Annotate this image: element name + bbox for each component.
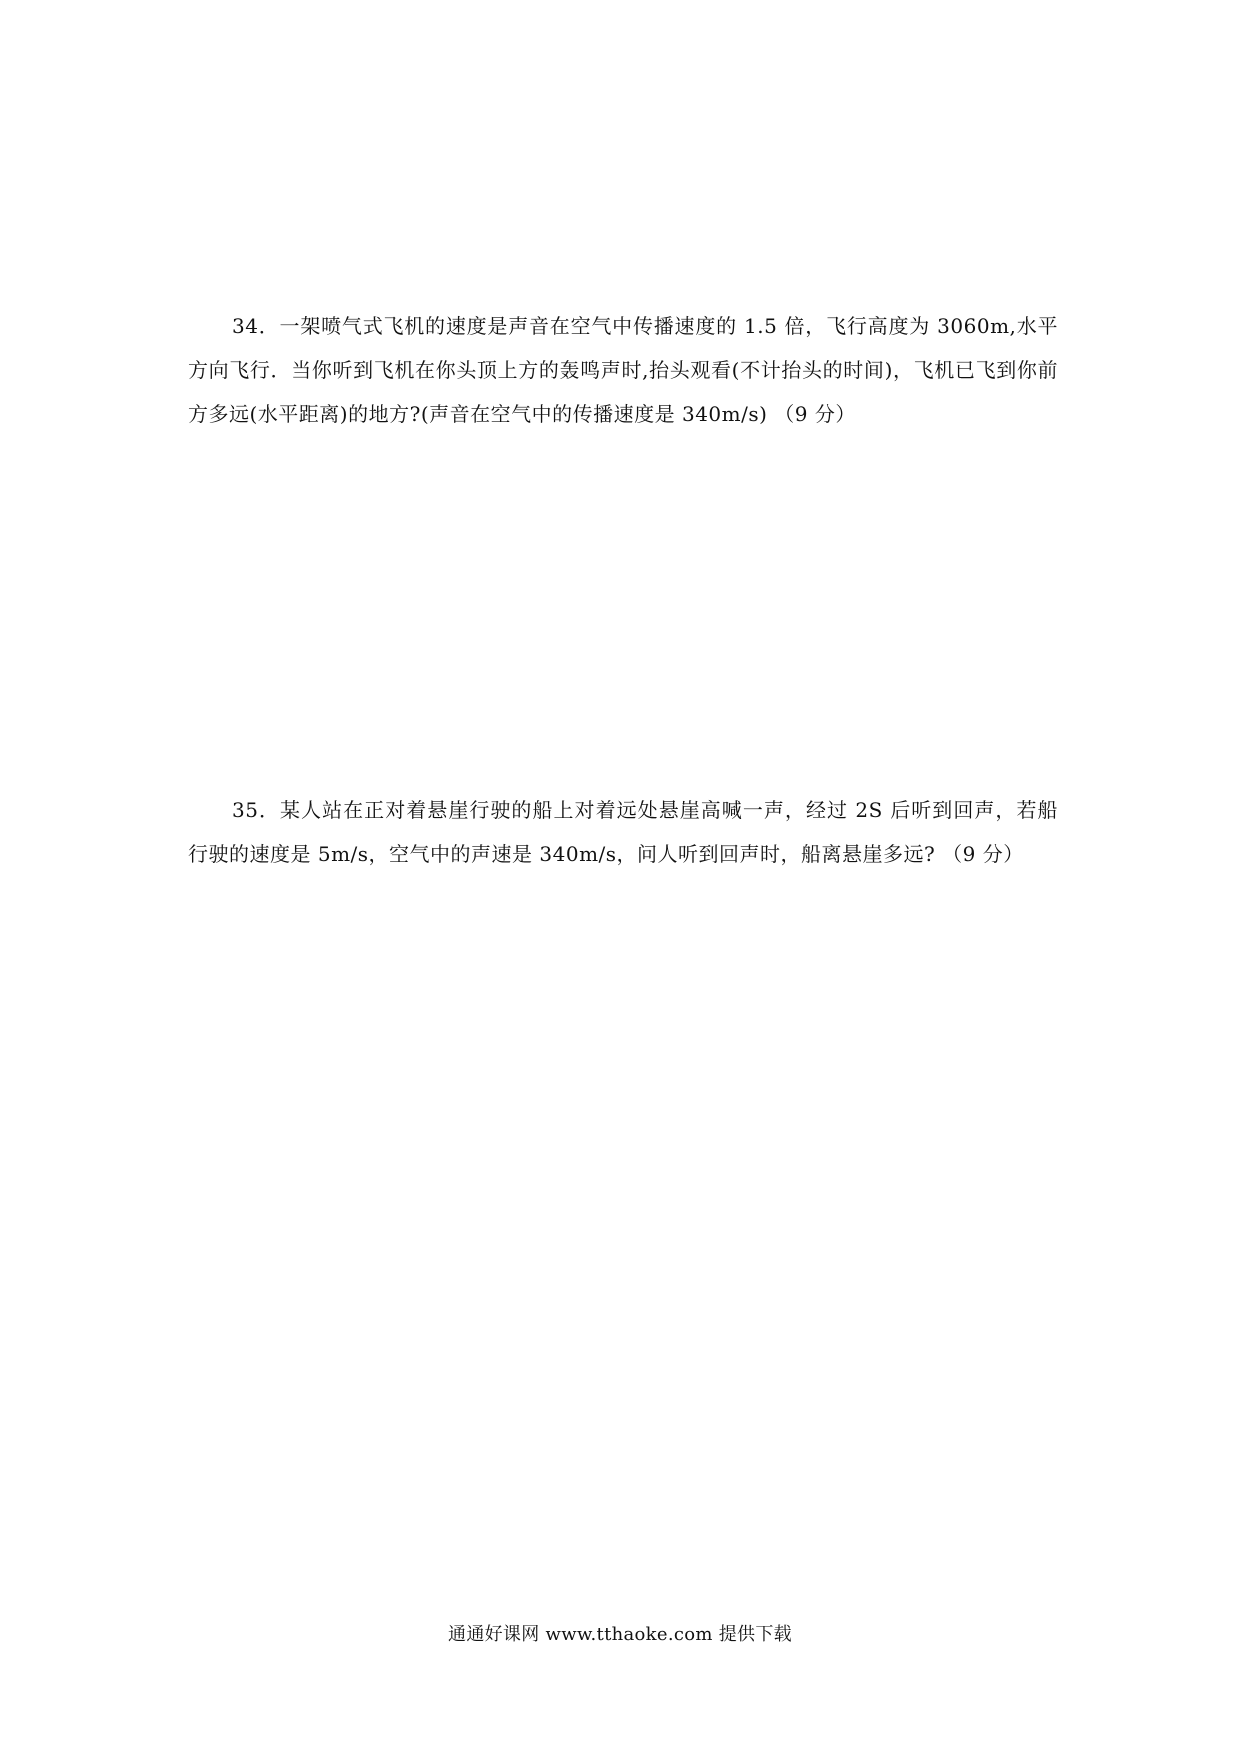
question-34-text: 34．一架喷气式飞机的速度是声音在空气中传播速度的 1.5 倍，飞行高度为 3060m,水平方向飞行．当你听到飞机在你头顶上方的轰鸣声时,抬头观看(不计抬头的时间)，飞机已飞到你前方多远(水平距离)的地方?(声音在空气中的传播速度是 340m/s) （9 分）: [188, 314, 1058, 426]
question-35-text: 35．某人站在正对着悬崖行驶的船上对着远处悬崖高喊一声，经过 2S 后听到回声，若船行驶的速度是 5m/s，空气中的声速是 340m/s，问人听到回声时，船离悬崖多远? （9 分）: [188, 798, 1058, 866]
question-35: [188, 788, 1058, 876]
page-footer: 通通好课网 www.tthaoke.com 提供下载: [448, 1624, 792, 1645]
question-34: [188, 304, 1058, 436]
